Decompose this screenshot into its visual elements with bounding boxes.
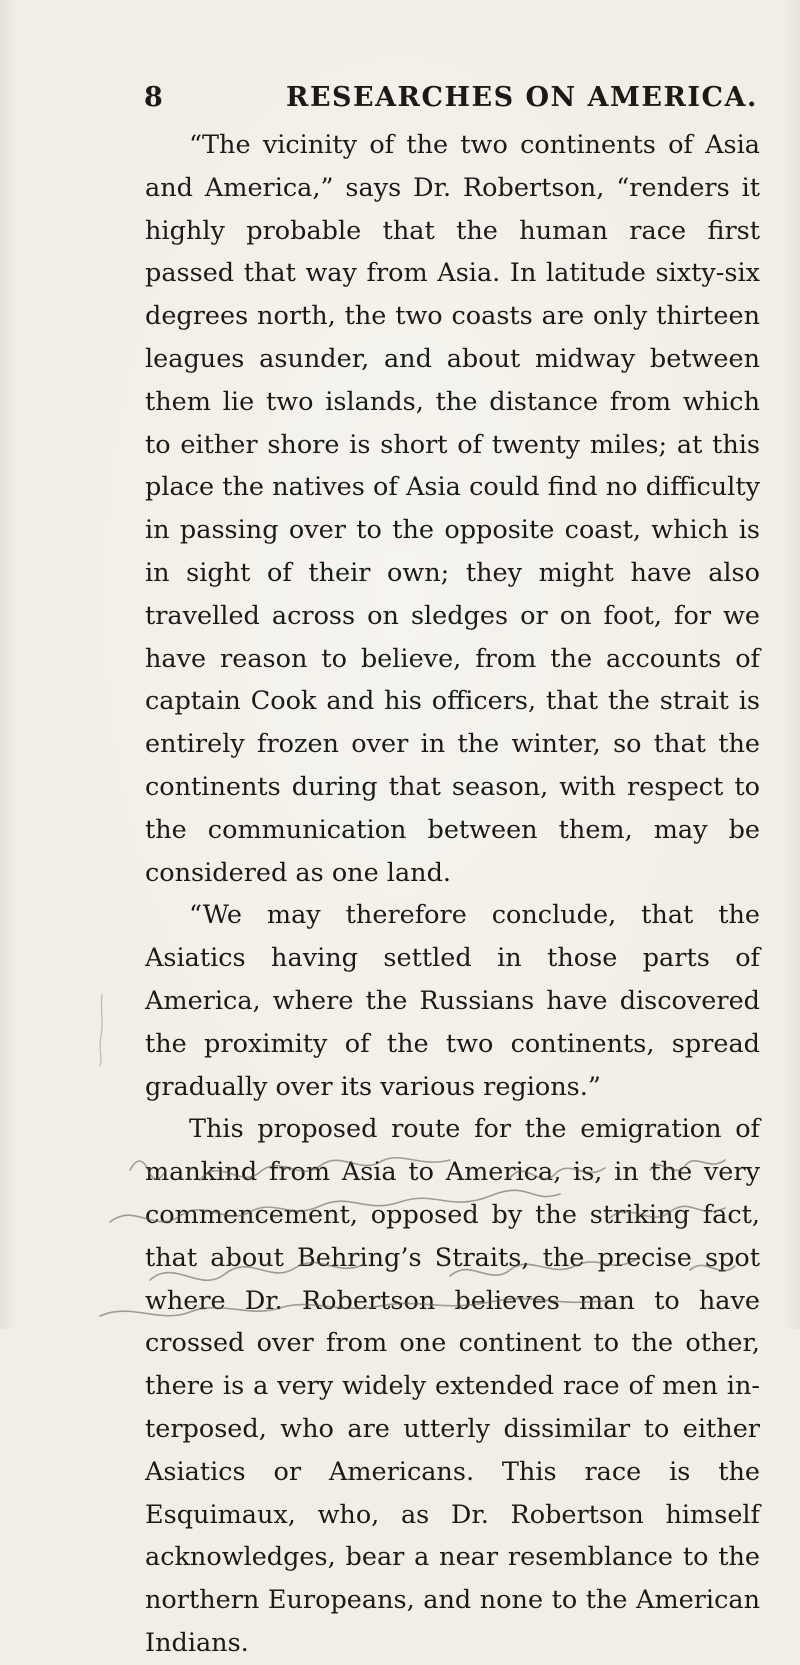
page-number: 8 — [144, 82, 163, 113]
paragraph-robertson-quote: “The vicinity of the two continents of Asia and America,” says Dr. Robertson, “renders it highly probable that the human race first passed that way from Asia. In latitude sixty-six degrees north, the two coasts are only thirteen leagues asunder, and about midway between them lie two islands, the distance from which to either shore is short of twenty miles; at this place the natives of Asia could find no difficulty in passing over to the opposite coast, which is in sight of their own; they might have also travelled across on sledges or on foot, for we have reason to believe, from the accounts of captain Cook and his officers, that the strait is entirely frozen over in the winter, so that the continents during that season, with respect to the communication between them, may be considered as one land. — [145, 130, 760, 888]
margin-pencil-mark — [88, 990, 118, 1070]
paragraph-conclusion-quote: “We may therefore conclude, that the Asiatics having settled in those parts of America, where the Russians have discovered the proximity of the two continents, spread gradually over its various regions.” — [145, 900, 760, 1102]
page-header — [30, 80, 770, 116]
paragraph-esquimaux-argument: This proposed route for the emigration of mankind from Asia to America, is, in the very commencement, opposed by the striking fact, that about Behring’s Straits, the precise spot where Dr. Robertson believes man to have crossed over from one continent to the other, there is a very widely extended race of men interposed, who are utterly dissimilar to either Asiatics or Americans. This race is the Esquimaux, who, as Dr. Robertson himself acknowledges, bear a near resemblance to the northern Europeans, and none to the American Indians. — [145, 1114, 760, 1658]
running-head: RESEARCHES ON AMERICA. — [286, 82, 758, 113]
body-text — [145, 124, 760, 1665]
handwritten-marginalia — [90, 1140, 790, 1329]
